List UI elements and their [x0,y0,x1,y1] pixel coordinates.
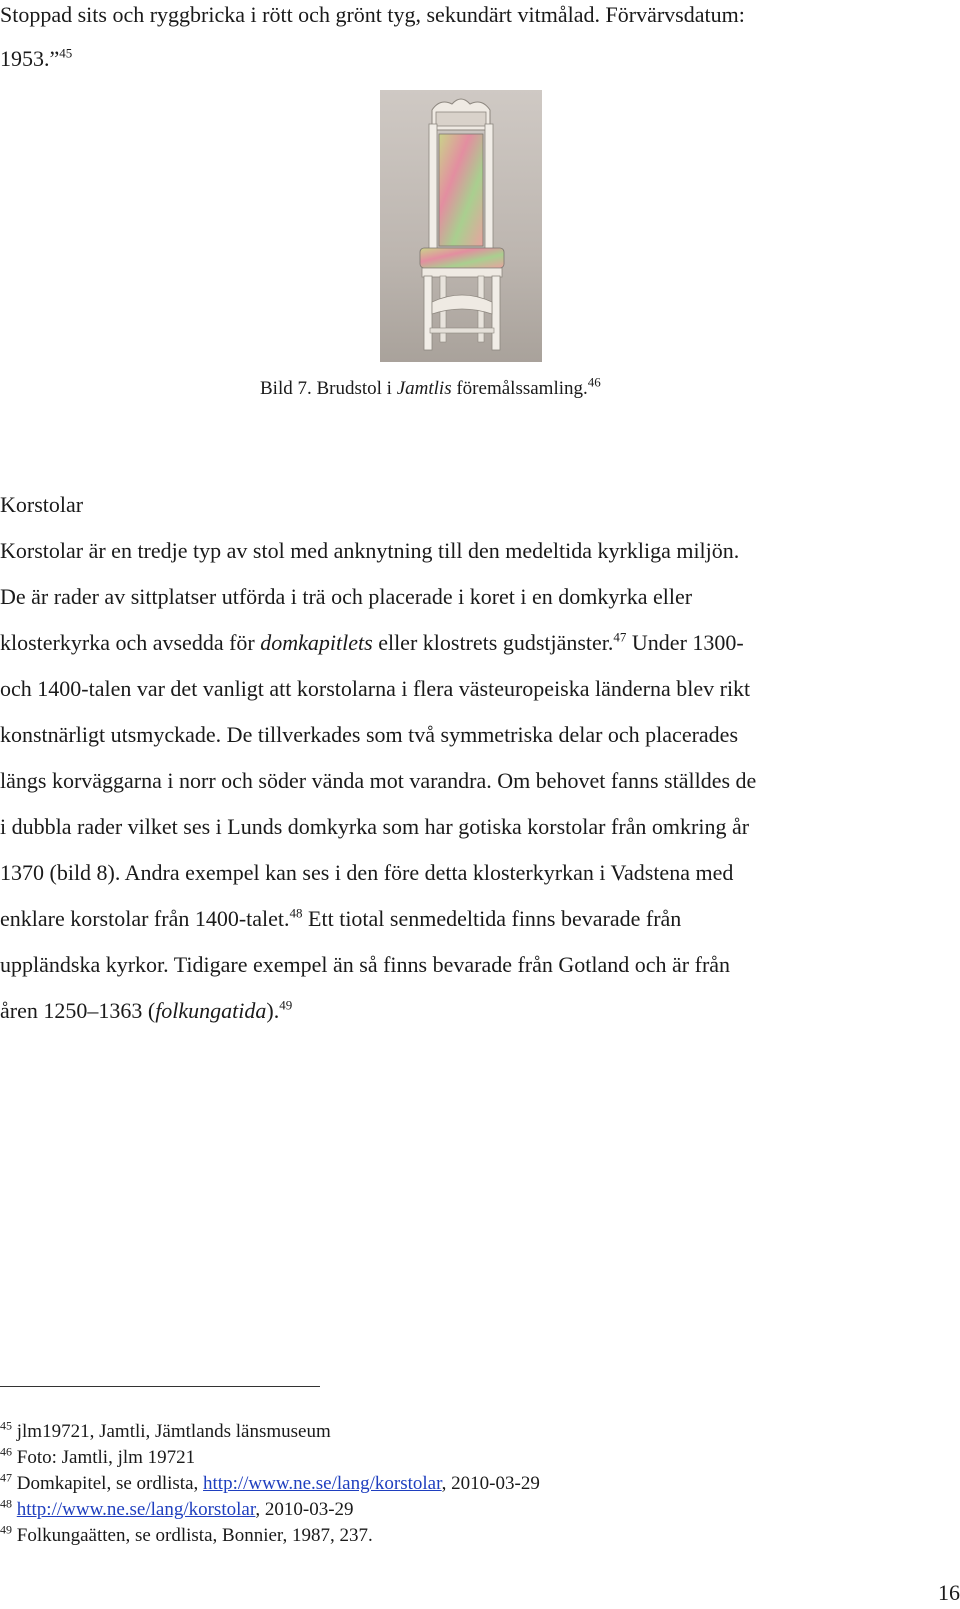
text: 1953.” [0,46,60,71]
footnote-ref: 49 [279,997,293,1013]
text-line [0,766,756,796]
footnote-separator [0,1386,320,1387]
text-line [0,44,72,74]
footnote-text: Folkungaätten, se ordlista, Bonnier, 1987, 237. [12,1525,373,1546]
text: i dubbla rader vilket ses i Lunds domkyrka som har gotiska korstolar från omkring år [0,814,750,839]
text: längs korväggarna i norr och söder vända mot varandra. Om behovet fanns ställdes de [0,768,757,793]
text: ). [266,998,280,1023]
text: eller klostrets gudstjänster. [372,630,614,655]
caption-text: Bild 7. Brudstol i [260,378,397,399]
text-line [0,950,730,980]
footnote-link[interactable]: http://www.ne.se/lang/korstolar [203,1473,442,1494]
text-line [0,582,692,612]
text: Stoppad sits och ryggbricka i rött och grönt tyg, sekundärt vitmålad. Förvärvsdatum: [0,2,745,27]
footnote-49 [0,1524,373,1548]
heading-text: Korstolar [0,492,84,517]
text-line [0,996,292,1026]
italic-term: folkungatida [155,998,267,1023]
figure-caption [260,376,601,402]
footnote-text: , 2010-03-29 [255,1499,354,1520]
text-line [0,628,744,658]
footnote-48 [0,1498,354,1522]
footnote-45 [0,1420,331,1444]
text: De är rader av sittplatser utförda i trä och placerade i koret i en domkyrka eller [0,584,693,609]
text: 1370 (bild 8). Andra exempel kan ses i den före detta klosterkyrkan i Vadstena med [0,860,734,885]
chair-image [380,90,542,362]
text-line [0,0,745,30]
footnote-ref: 46 [587,374,601,390]
footnote-number: 46 [0,1444,12,1459]
italic-term: domkapitlets [260,630,373,655]
text-line [0,858,733,888]
text: Under 1300- [626,630,744,655]
text: åren 1250–1363 ( [0,998,156,1023]
text-line [0,812,749,842]
footnote-number: 48 [0,1496,12,1511]
text: och 1400-talen var det vanligt att korstolarna i flera västeuropeiska länderna blev rikt [0,676,751,701]
footnote-text: Foto: Jamtli, jlm 19721 [12,1447,196,1468]
footnote-47 [0,1472,540,1496]
text: Korstolar är en tredje typ av stol med anknytning till den medeltida kyrkliga miljön. [0,538,740,563]
footnote-ref: 45 [59,45,73,61]
text-line [0,720,738,750]
footnote-number: 45 [0,1418,12,1433]
text: Ett tiotal senmedeltida finns bevarade från [302,906,682,931]
footnote-46 [0,1446,195,1470]
footnote-ref: 48 [289,905,303,921]
caption-text: föremålssamling. [451,378,588,399]
text: klosterkyrka och avsedda för [0,630,261,655]
page-number: 16 [938,1580,960,1605]
caption-italic: Jamtlis [396,378,452,399]
text-line [0,904,681,934]
footnote-text: jlm19721, Jamtli, Jämtlands länsmuseum [12,1421,331,1442]
section-heading [0,490,83,520]
text-line [0,674,750,704]
text: uppländska kyrkor. Tidigare exempel än så finns bevarade från Gotland och är från [0,952,731,977]
text: enklare korstolar från 1400-talet. [0,906,290,931]
footnote-number: 49 [0,1522,12,1537]
footnote-link[interactable]: http://www.ne.se/lang/korstolar [16,1499,256,1520]
footnote-text: , 2010-03-29 [441,1473,540,1494]
footnote-ref: 47 [613,629,627,645]
chair-photo [380,90,542,362]
footnote-text: Domkapitel, se ordlista, [12,1473,204,1494]
text-line [0,536,739,566]
text: konstnärligt utsmyckade. De tillverkades som två symmetriska delar och placerades [0,722,738,747]
footnote-number: 47 [0,1470,12,1485]
